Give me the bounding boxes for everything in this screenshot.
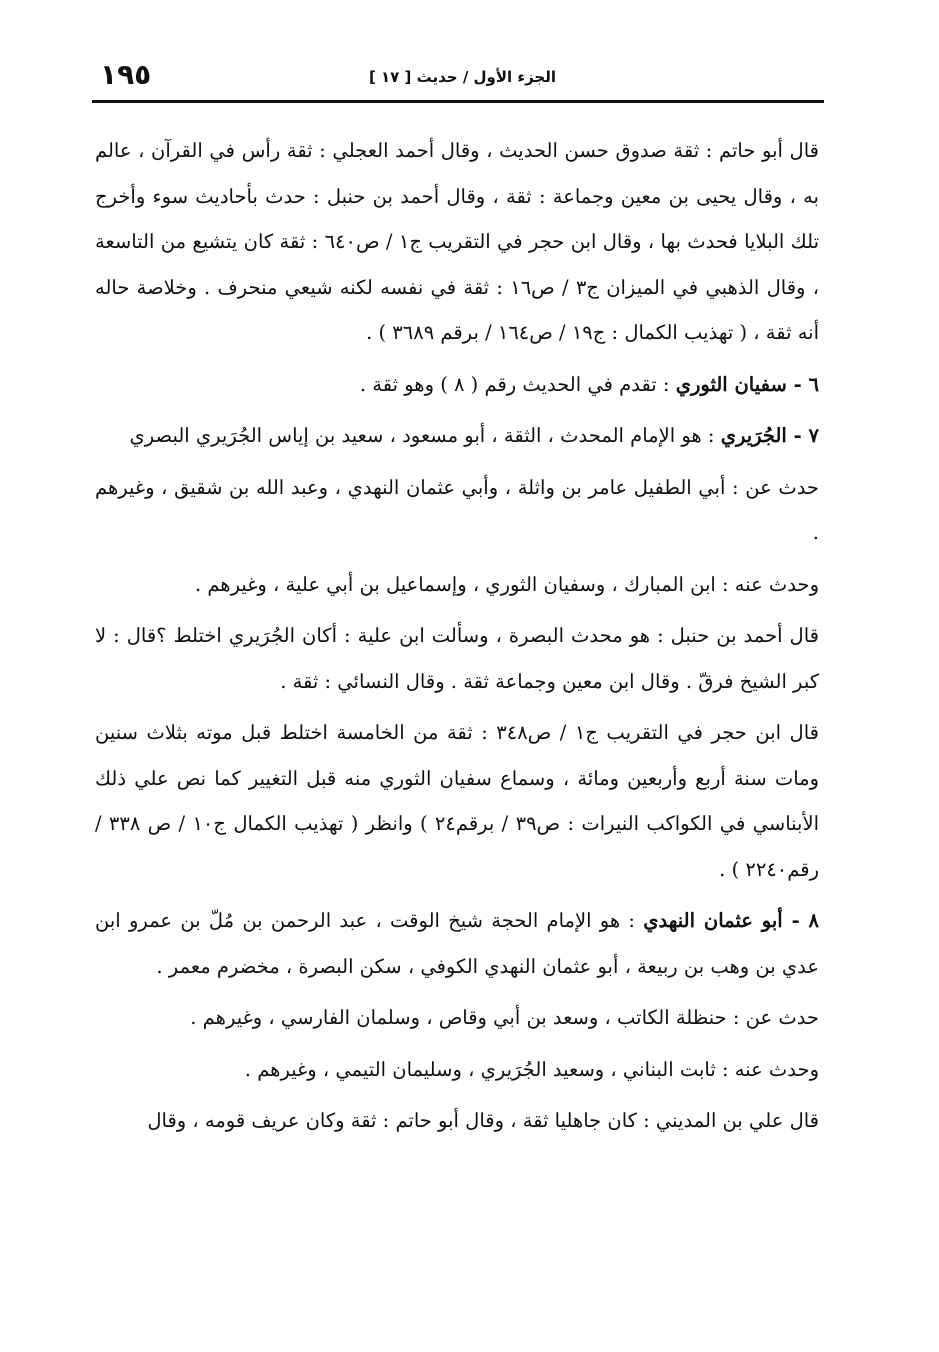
paragraph-7 xyxy=(95,710,819,892)
page-number: ١٩٥ xyxy=(100,58,152,91)
paragraph-8 xyxy=(95,898,819,989)
paragraph-11 xyxy=(95,1098,819,1144)
paragraph-text: وحدث عنه : ثابت البناني ، وسعيد الجُرَيري ، وسليمان التيمي ، وغيرهم . xyxy=(244,1057,819,1081)
paragraph-text: قال أحمد بن حنبل : هو محدث البصرة ، وسألت ابن علية : أكان الجُرَيري اختلط ؟قال : لا كبر الشيخ فرقّ . وقال ابن معين وجماعة ثقة . وقال النسائي : ثقة . xyxy=(95,624,819,693)
paragraph-lead: ٧ - الجُرَيري xyxy=(720,424,819,447)
paragraph-text: قال ابن حجر في التقريب ج١ / ص٣٤٨ : ثقة من الخامسة اختلط قبل موته بثلاث سنين ومات سنة أربع وأربعين ومائة ، وسماع سفيان الثوري منه قبل التغيير كما نص علي ذلك الأبناسي في الكواكب النيرات : ص٣٩ / برقم٢٤ ) وانظر ( تهذيب الكمال ج١٠ / ص ٣٣٨ / رقم٢٢٤٠ ) . xyxy=(95,721,819,881)
paragraph-text: : تقدم في الحديث رقم ( ٨ ) وهو ثقة . xyxy=(359,372,676,396)
paragraph-9 xyxy=(95,995,819,1041)
paragraph-6 xyxy=(95,613,819,704)
paragraph-10 xyxy=(95,1047,819,1093)
header-rule xyxy=(92,100,824,103)
paragraph-lead: ٨ - أبو عثمان النهدي xyxy=(643,909,820,932)
paragraph-text: : هو الإمام المحدث ، الثقة ، أبو مسعود ، سعيد بن إياس الجُرَيري البصري xyxy=(129,424,721,447)
paragraph-text: حدث عن : حنظلة الكاتب ، وسعد بن أبي وقاص ، وسلمان الفارسي ، وغيرهم . xyxy=(190,1006,819,1029)
paragraph-5 xyxy=(95,562,819,608)
paragraph-lead: ٦ - سفيان الثوري xyxy=(675,372,819,396)
paragraph-2 xyxy=(95,362,819,408)
paragraph-4 xyxy=(95,465,819,556)
paragraph-text: حدث عن : أبي الطفيل عامر بن واثلة ، وأبي عثمان النهدي ، وعبد الله بن شقيق ، وغيرهم . xyxy=(95,475,819,544)
page-header xyxy=(92,56,824,96)
paragraph-text: وحدث عنه : ابن المبارك ، وسفيان الثوري ، وإسماعيل بن أبي علية ، وغيرهم . xyxy=(194,572,819,596)
paragraph-text: قال أبو حاتم : ثقة صدوق حسن الحديث ، وقال أحمد العجلي : ثقة رأس في القرآن ، عالم به ، وقال يحيى بن معين وجماعة : ثقة ، وقال أحمد بن حنبل : حدث بأحاديث سوء وأخرج تلك البلايا فحدث بها ، وقال ابن حجر في التقريب ج١ / ص٦٤٠ : ثقة كان يتشيع من التاسعة ، وقال الذهبي في الميزان ج٣ / ص١٦ : ثقة في نفسه لكنه شيعي منحرف . وخلاصة حاله أنه ثقة ، ( تهذيب الكمال : ج١٩ / ص١٦٤ / برقم ٣٦٨٩ ) . xyxy=(95,139,819,344)
paragraph-text: قال علي بن المديني : كان جاهليا ثقة ، وقال أبو حاتم : ثقة وكان عريف قومه ، وقال xyxy=(147,1109,819,1132)
paragraph-text: : هو الإمام الحجة شيخ الوقت ، عبد الرحمن بن مُلّ بن عمرو ابن عدي بن وهب بن ربيعة ، أبو عثمان النهدي الكوفي ، سكن البصرة ، مخضرم معمر . xyxy=(95,909,819,978)
paragraph-1 xyxy=(95,128,819,356)
running-title: الجزء الأول / حديث [ ١٧ ] xyxy=(368,68,556,86)
paragraph-3 xyxy=(95,413,819,459)
body-text xyxy=(95,128,819,1150)
